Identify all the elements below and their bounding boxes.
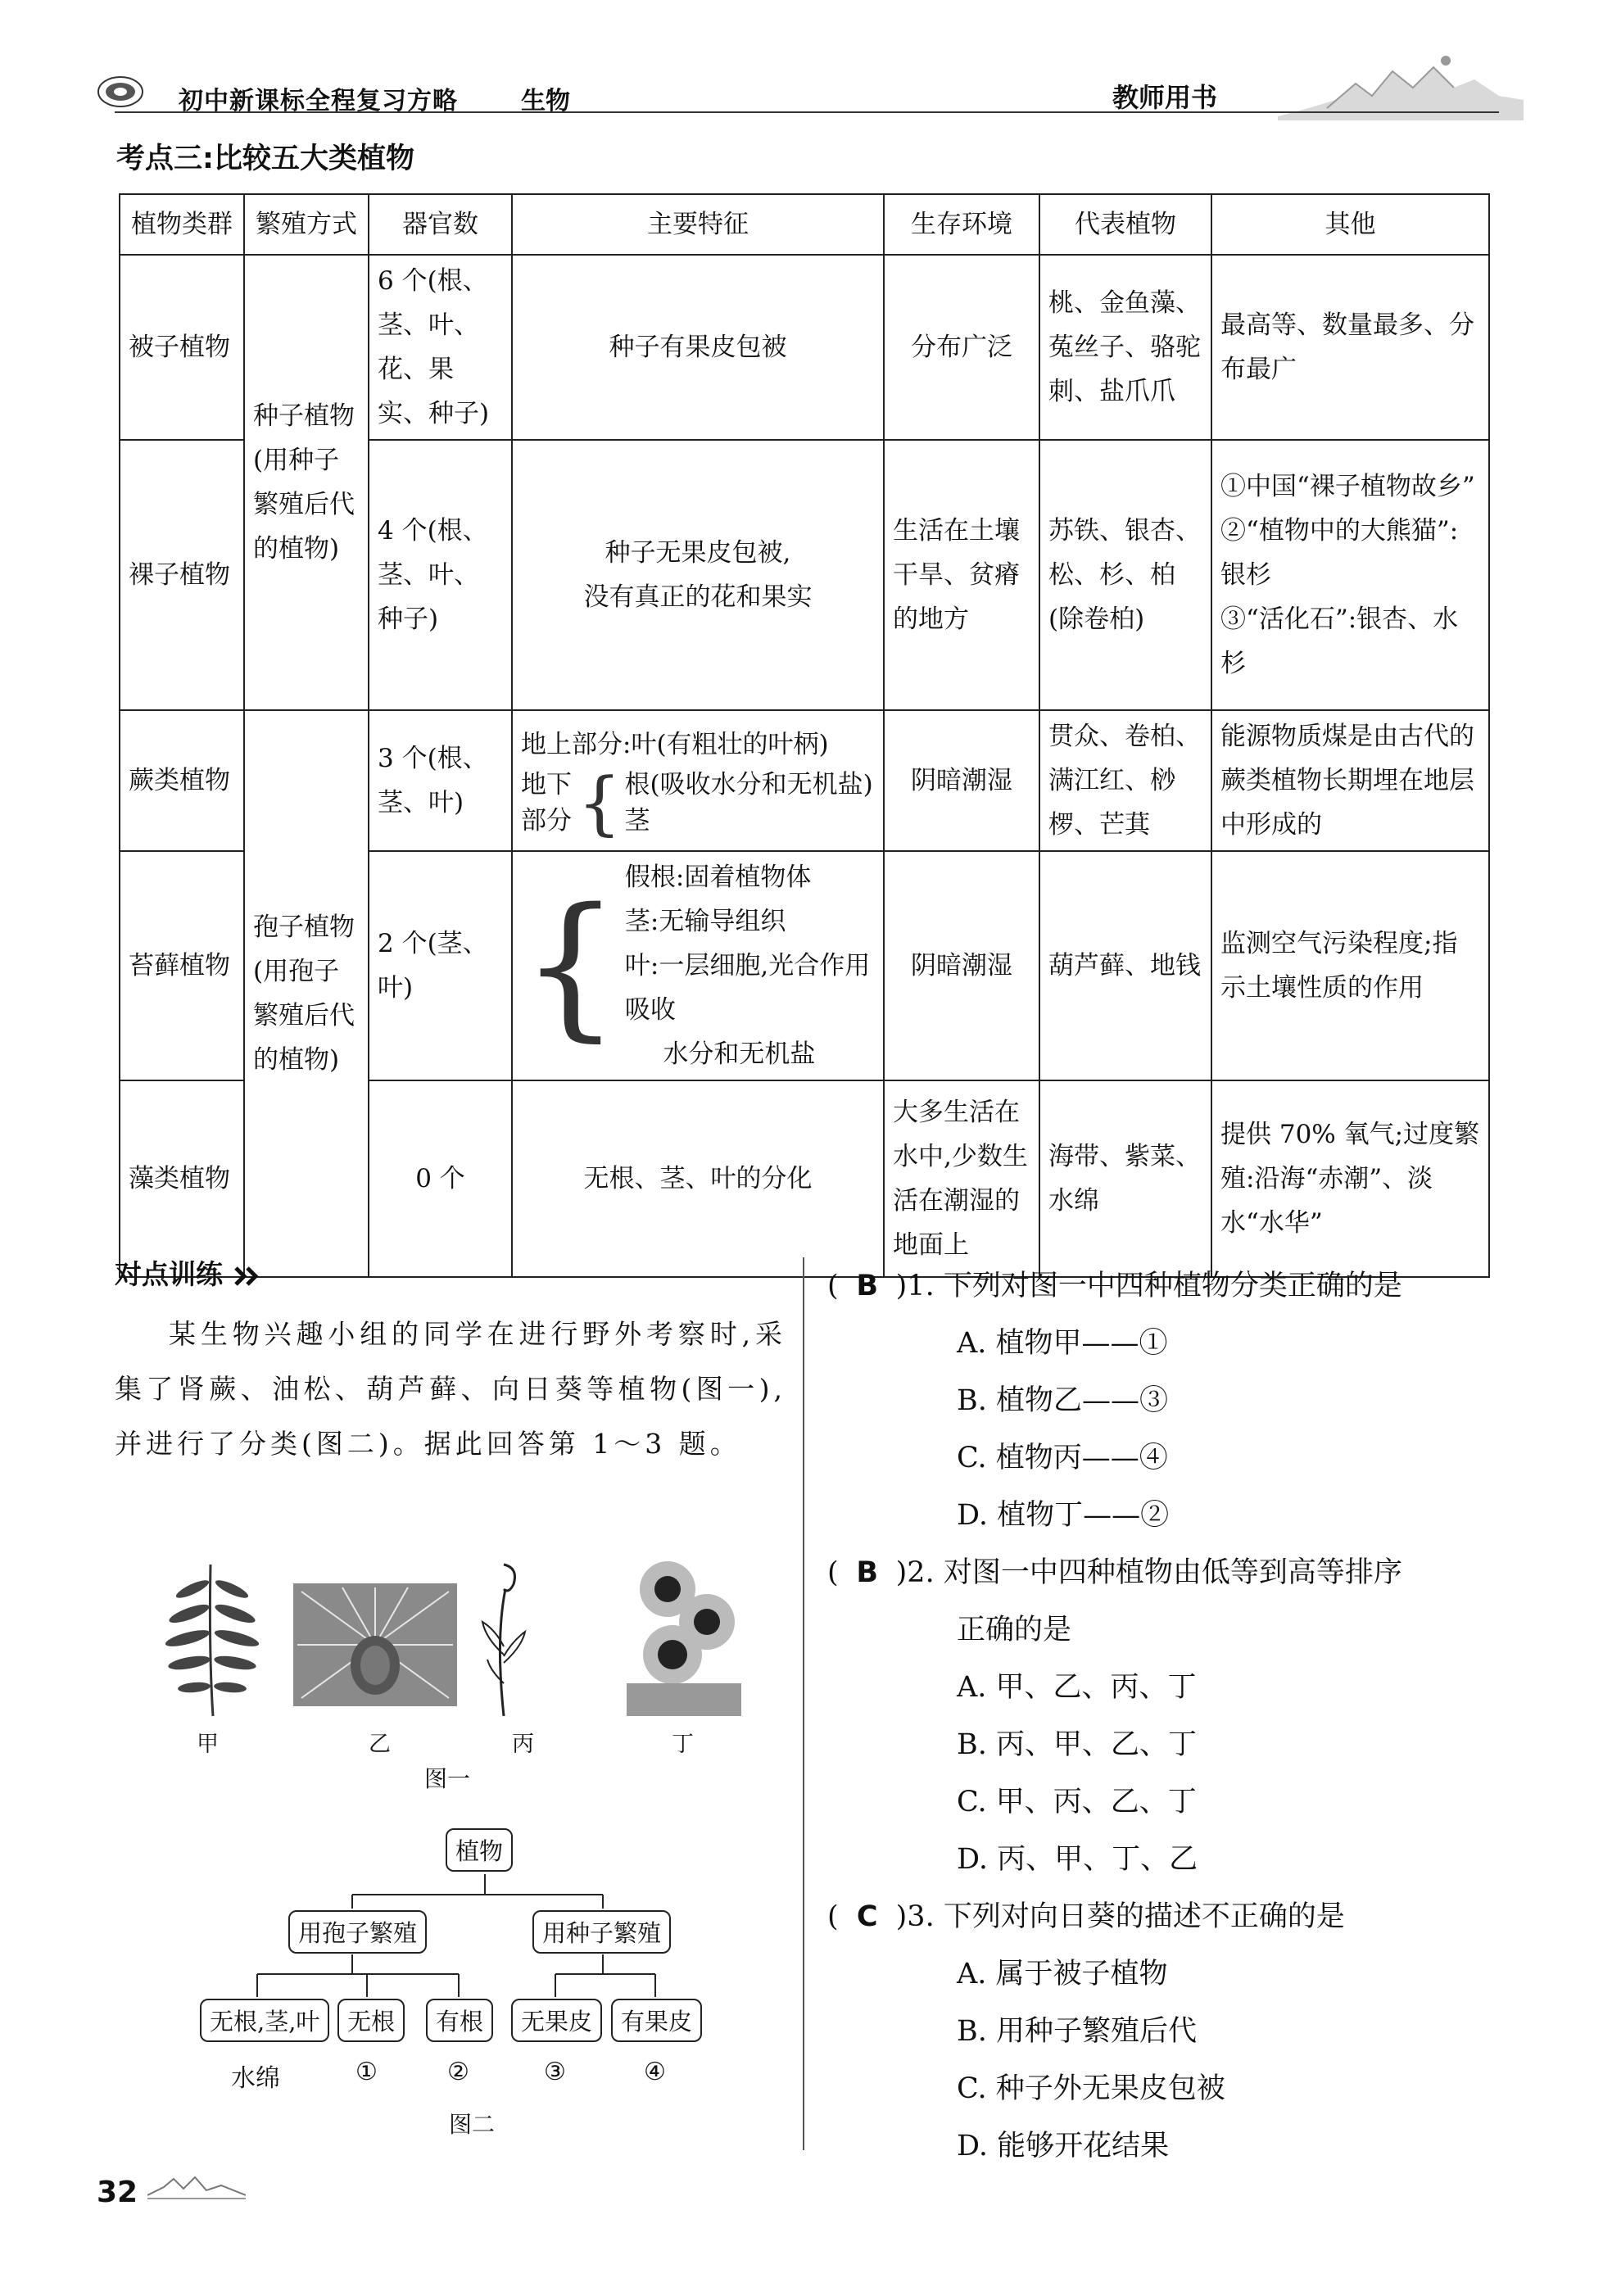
feature-line: 茎 [624,806,650,836]
moss-image [471,1556,537,1720]
paren-open: ( [827,1900,839,1933]
option: B. 植物乙——③ [957,1384,1168,1417]
option: A. 甲、乙、丙、丁 [957,1671,1197,1704]
organs-cell: 6 个(根、茎、叶、花、果实、种子) [369,255,512,440]
environment-cell: 大多生活在水中,少数生活在潮湿的地面上 [884,1080,1039,1277]
column-divider [803,1257,804,2150]
option: C. 植物丙——④ [957,1442,1168,1474]
environment-cell: 阴暗潮湿 [884,710,1039,851]
option: D. 能够开花结果 [957,2130,1170,2162]
table-row [120,255,1489,440]
question-block [827,1544,1499,1888]
questions-column [827,1257,1499,2175]
section-title: 考点三:比较五大类植物 [116,143,414,175]
representative-cell: 葫芦藓、地钱 [1039,851,1211,1080]
training-title [115,1253,786,1292]
tree-leaf-node: 无果皮 [511,1999,602,2042]
feature-line: 假根:固着植物体 [624,863,812,892]
teacher-edition-label: 教师用书 [1112,82,1218,113]
group-cell: 苔藓植物 [120,851,244,1080]
option: B. 用种子繁殖后代 [957,2015,1197,2048]
table-header-cell: 器官数 [369,194,512,255]
training-section [115,1253,786,1471]
training-title-text: 对点训练 [115,1258,223,1290]
option: C. 甲、丙、乙、丁 [957,1786,1197,1818]
representative-cell: 苏铁、银杏、松、杉、柏(除卷柏) [1039,440,1211,710]
footer-mountain-icon [147,2162,246,2203]
subject-label: 生物 [521,87,570,115]
other-cell: 能源物质煤是由古代的蕨类植物长期埋在地层中形成的 [1211,710,1489,851]
environment-cell: 阴暗潮湿 [884,851,1039,1080]
table-header-cell: 植物类群 [120,194,244,255]
group-cell: 蕨类植物 [120,710,244,851]
page-number: 32 [97,2176,138,2209]
group-cell: 裸子植物 [120,440,244,710]
organs-cell: 3 个(根、茎、叶) [369,710,512,851]
option: C. 种子外无果皮包被 [957,2072,1225,2105]
tree-bottom-label: ① [355,2058,378,2086]
fern-image [160,1556,266,1720]
figure-one-caption: 图一 [424,1765,471,1792]
tree-bottom-label: ③ [544,2058,566,2086]
answer-mark: B [856,1556,878,1589]
fig1-label: 丁 [672,1732,694,1757]
other-cell: 提供 70% 氧气;过度繁殖:沿海“赤潮”、淡水“水华” [1211,1080,1489,1277]
organs-cell: 2 个(茎、叶) [369,851,512,1080]
book-title: 初中新课标全程复习方略 [179,87,458,115]
table-header-row [120,194,1489,255]
tree-bottom-label: 水绵 [231,2064,280,2093]
question-stem [827,1257,1499,1315]
paren-open: ( [827,1556,839,1589]
feature-cell [512,851,884,1080]
feature-line: 叶:一层细胞,光合作用吸收 [624,951,871,1025]
paren-open: ( [827,1270,839,1302]
other-line: ①中国“裸子植物故乡” [1220,472,1475,501]
group-cell: 被子植物 [120,255,244,440]
question-text-continued: 正确的是 [957,1614,1072,1646]
option: D. 植物丁——② [957,1499,1170,1532]
tree-leaf-node: 无根 [337,1999,405,2042]
header-rule [115,111,1499,113]
feature-line: 没有真正的花和果实 [583,582,813,612]
table-header-cell: 生存环境 [884,194,1039,255]
other-line: ②“植物中的大熊猫”:银杉 [1220,516,1459,590]
question-stem [827,1544,1499,1601]
question-block [827,1888,1499,2175]
feature-cell [512,440,884,710]
tree-branch-seed: 用种子繁殖 [532,1910,671,1954]
moss-lines [625,855,875,1076]
question-stem [827,1888,1499,1945]
feature-line: 种子无果皮包被, [605,538,791,568]
figure-two-caption: 图二 [449,2111,496,2138]
option: B. 丙、甲、乙、丁 [957,1728,1197,1761]
logo-icon [97,75,144,108]
figure-two-tree [188,1825,729,2095]
other-cell: 监测空气污染程度;指示土壤性质的作用 [1211,851,1489,1080]
table-header-cell: 其他 [1211,194,1489,255]
fig1-label: 乙 [369,1732,391,1757]
question-text: )1. 下列对图一中四种植物分类正确的是 [895,1270,1402,1302]
question-text: )2. 对图一中四种植物由低等到高等排序 [895,1556,1402,1589]
representative-cell: 贯众、卷柏、满江红、桫椤、芒萁 [1039,710,1211,851]
brace-icon: { [577,763,622,843]
underground-lines [625,767,873,839]
representative-cell: 桃、金鱼藻、菟丝子、骆驼刺、盐爪爪 [1039,255,1211,440]
tree-root-node: 植物 [446,1828,513,1872]
organs-cell: 4 个(根、茎、叶、种子) [369,440,512,710]
feature-line: 地下部分 [521,770,572,836]
fig1-label: 丙 [512,1732,534,1757]
question-text: )3. 下列对向日葵的描述不正确的是 [895,1900,1345,1933]
tree-branch-spore: 用孢子繁殖 [288,1910,427,1954]
underground-group [521,763,875,843]
option: A. 属于被子植物 [957,1958,1168,1990]
table-header-cell: 代表植物 [1039,194,1211,255]
tree-leaf-node: 有根 [426,1999,493,2042]
double-chevron-icon [233,1265,262,1288]
other-cell [1211,440,1489,710]
sunflower-image [627,1556,741,1720]
question-block [827,1257,1499,1544]
table-header-cell: 主要特征 [512,194,884,255]
environment-cell: 分布广泛 [884,255,1039,440]
brace-icon: { [521,875,620,1056]
scenario-paragraph: 某生物兴趣小组的同学在进行野外考察时,采集了肾蕨、油松、葫芦藓、向日葵等植物(图一),并进行了分类(图二)。据此回答第 1～3 题。 [115,1318,786,1460]
feature-line: 茎:无输导组织 [624,907,786,936]
feature-line: 水分和无机盐 [663,1039,816,1069]
tree-bottom-label: ④ [644,2058,666,2086]
figure-one [143,1552,766,1757]
organs-cell: 0 个 [369,1080,512,1277]
reproduction-cell: 种子植物(用种子繁殖后代的植物) [244,255,369,710]
answer-mark: B [856,1270,878,1302]
mountain-decoration-icon [1278,51,1524,125]
tree-bottom-label: ② [447,2058,469,2086]
feature-line: 根(吸收水分和无机盐) [624,770,873,799]
feature-cell: 种子有果皮包被 [512,255,884,440]
feature-cell [512,710,884,851]
answer-mark: C [856,1900,878,1933]
moss-features [521,855,875,1076]
table-header-cell: 繁殖方式 [244,194,369,255]
fig1-label: 甲 [197,1732,219,1757]
plant-comparison-table [119,193,1490,1278]
table-row [120,710,1489,851]
feature-cell: 无根、茎、叶的分化 [512,1080,884,1277]
environment-cell: 生活在土壤干旱、贫瘠的地方 [884,440,1039,710]
feature-line: 地上部分:叶(有粗壮的叶柄) [521,730,829,759]
other-line: ③“活化石”:银杏、水杉 [1220,605,1459,678]
tree-leaf-node: 无根,茎,叶 [200,1999,329,2042]
reproduction-cell: 孢子植物(用孢子繁殖后代的植物) [244,710,369,1277]
other-cell: 最高等、数量最多、分布最广 [1211,255,1489,440]
representative-cell: 海带、紫菜、水绵 [1039,1080,1211,1277]
group-cell: 藻类植物 [120,1080,244,1277]
pine-image [293,1583,457,1706]
option: A. 植物甲——① [957,1327,1168,1360]
tree-leaf-node: 有果皮 [611,1999,702,2042]
option: D. 丙、甲、丁、乙 [957,1843,1198,1876]
